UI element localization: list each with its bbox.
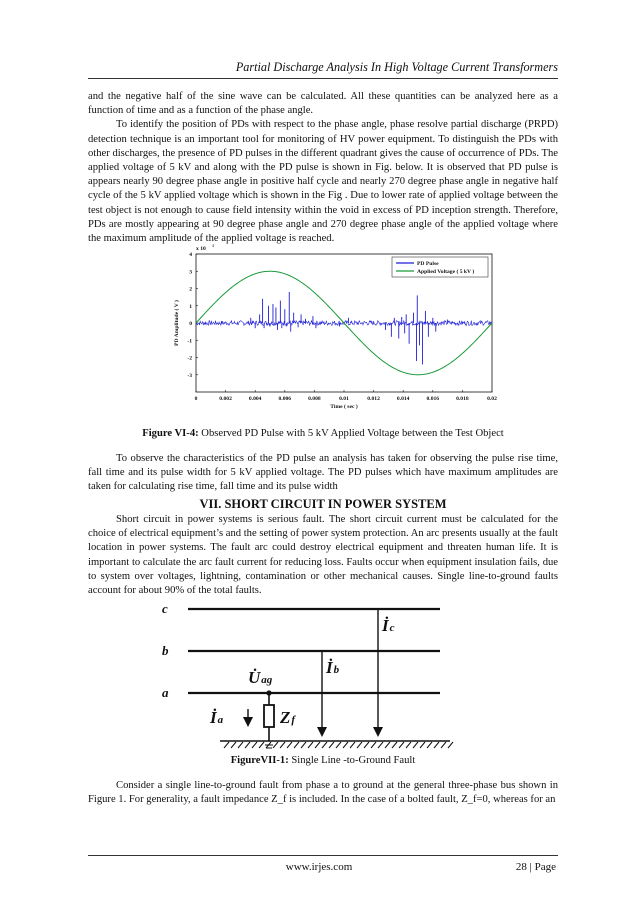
svg-text:Zf (279, 708, 296, 727)
figure-vii-1-caption (88, 755, 558, 766)
y-exponent: 4 (212, 243, 214, 248)
ic-subscript: c (389, 622, 395, 634)
paragraph-slg-fault: Consider a single line-to-ground fault from phase a to ground at the general three-phase bus shown in Figure 1. For generality, a fault impedance Z_f is included. In the case of a bolted fault, Z_f=0, whereas for an (88, 780, 558, 806)
y-tick-label: 1 (189, 303, 192, 310)
svg-text:İb (325, 658, 340, 677)
x-tick-label: 0.012 (367, 396, 380, 402)
phase-b-label: b (162, 643, 169, 658)
ia-symbol: İ (210, 708, 217, 727)
phase-a-label: a (162, 685, 169, 700)
header-rule (88, 78, 558, 79)
y-tick-label: 3 (189, 269, 192, 276)
text-block-short-circuit (88, 513, 558, 598)
fault-impedance (264, 705, 274, 727)
ia-subscript: a (217, 714, 224, 726)
svg-text:U̇ag (248, 668, 273, 687)
y-tick-label: 2 (189, 286, 192, 293)
ib-subscript: b (333, 664, 340, 676)
pd-pulse-chart (168, 240, 498, 420)
footer-rule (88, 855, 558, 856)
x-tick-label: 0.004 (248, 396, 262, 402)
figure-vi-4-caption (88, 428, 558, 439)
text-block-top (88, 90, 558, 246)
y-tick-label: -1 (187, 338, 192, 345)
y-axis-label: PD Amplitude ( V ) (174, 300, 180, 346)
ib-symbol: İ (326, 658, 333, 677)
svg-text:İa (209, 708, 224, 727)
zf-subscript: f (291, 714, 296, 726)
x-tick-label: 0.002 (219, 396, 232, 402)
svg-text:İc (381, 616, 395, 635)
y-tick-label: -3 (187, 372, 192, 379)
x-tick-label: 0.016 (426, 396, 440, 402)
y-tick-label: -2 (187, 355, 192, 362)
footer-url: www.irjes.com (285, 861, 353, 873)
legend-av-label: Applied Voltage ( 5 kV ) (417, 269, 475, 275)
y-multiplier: x 10 (196, 246, 206, 252)
text-block-middle (88, 452, 558, 495)
paragraph-pulse-analysis: To observe the characteristics of the PD pulse an analysis has taken for observing the pulse rise time, fall time and its pulse width for 5 kV applied voltage. The PD pulses which have maximum amplitudes are taken for calculating rise time, fall time and its pulse width (88, 453, 558, 493)
x-tick-label: 0.006 (278, 396, 292, 402)
y-tick-label: 4 (189, 252, 192, 258)
x-tick-label: 0.02 (487, 396, 497, 402)
paragraph-short-circuit: Short circuit in power systems is serious fault. The short circuit current must be calculated for the choice of electrical equipment’s and the setting of power system protection. An arc presents usually at the fault location in power systems. The fault arc could destroy electrical equipment and threaten human life. It is important to calculate the arc fault current for reducing loss. Faults occur when equipment insulation fails, due to system over voltages, lightning, contamination or other mechanical causes. Single line-to-ground faults account for about 90% of the total faults. (88, 514, 558, 597)
phase-c-label: c (162, 601, 168, 616)
section-title: VII. SHORT CIRCUIT IN POWER SYSTEM (199, 497, 447, 511)
paragraph-prpd: To identify the position of PDs with respect to the phase angle, phase resolve partial discharge (PRPD) detection technique is an important tool for monitoring of HV power equipment. To distinguish the PDs with other discharges, the presence of PD pulses in the different quadrant gives the cause of occurrence of PDs. The applied voltage of 5 kV and along with the PD pulse is shown in Fig. below. It is observed that PD pulse is appears nearly 90 degree phase angle in positive half cycle and nearly 270 degree phase angle in negative half cycle of the 5 kV applied voltage which is shown in the Fig . Due to lower rate of applied voltage between the test object is not enough to cause field intensity within the void in excess of PD inception strength. Therefore, PDs are mostly appearing at 90 degree phase angle and 270 degree phase angle of the applied voltage where the maximum amplitude of the applied voltage is reached. (88, 119, 558, 245)
figure-vi-4-label: Figure VI-4: (142, 428, 199, 439)
page-number: 28 | Page (515, 861, 556, 873)
ic-symbol: İ (382, 616, 389, 635)
x-axis-label: Time ( sec ) (330, 404, 358, 410)
uag-subscript: ag (261, 674, 273, 686)
x-tick-label: 0.014 (396, 396, 410, 402)
figure-vii-1-text: Single Line -to-Ground Fault (288, 755, 416, 766)
figure-vii-1-label: FigureVII-1: (230, 755, 289, 766)
paragraph-intro: and the negative half of the sine wave can be calculated. All these quantities can be analyzed here as a function of time and as a function of the phase angle. (88, 91, 558, 117)
x-tick-label: 0.018 (456, 396, 469, 402)
x-tick-label: 0 (194, 396, 198, 402)
legend-pd-label: PD Pulse (417, 261, 439, 267)
fault-diagram (150, 597, 470, 755)
zf-symbol: Z (280, 708, 291, 727)
x-tick-label: 0.01 (339, 396, 349, 402)
figure-vi-4-text: Observed PD Pulse with 5 kV Applied Voltage between the Test Object (198, 428, 504, 439)
x-tick-label: 0.008 (308, 396, 321, 402)
uag-symbol: U̇ (248, 668, 261, 687)
running-header: Partial Discharge Analysis In High Voltage Current Transformers (235, 60, 558, 74)
text-block-bottom (88, 779, 558, 807)
y-tick-label: 0 (189, 321, 192, 327)
